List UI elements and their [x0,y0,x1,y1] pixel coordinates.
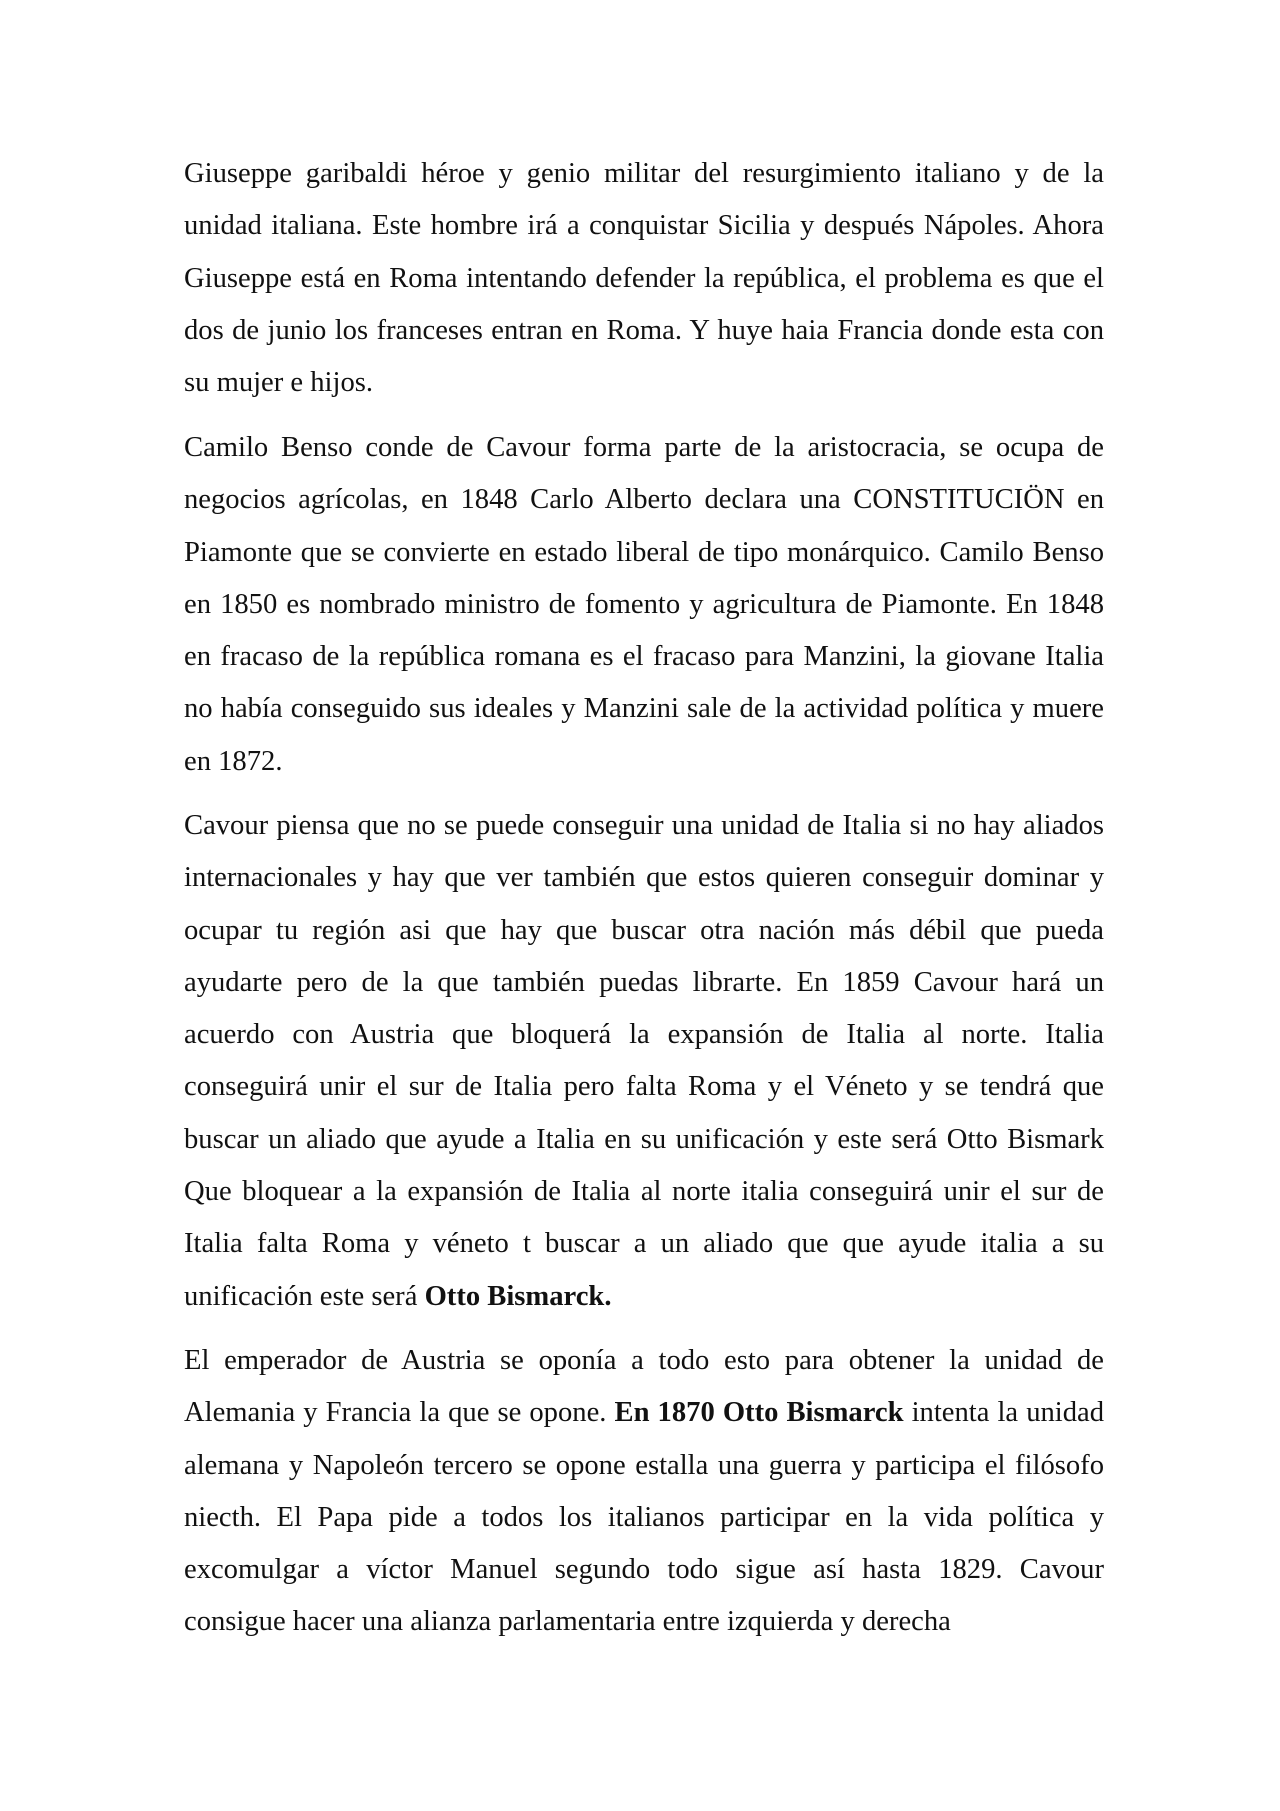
paragraph-cavour-aristocracia [184,422,1104,788]
paragraph-text: Giuseppe garibaldi héroe y genio militar del resurgimiento italiano y de la unidad italiana. Este hombre irá a conquistar Sicilia y después Nápoles. Ahora Giuseppe está en Roma intentando defender la república, el problema es que el dos de junio los franceses entran en Roma. Y huye haia Francia donde esta con su mujer e hijos. [184,158,1104,399]
paragraph-text: Cavour piensa que no se puede conseguir una unidad de Italia si no hay aliados internacionales y hay que ver también que estos quieren conseguir dominar y ocupar tu región asi que hay que buscar otra nación más débil que pueda ayudarte pero de la que también puedas librarte. En 1859 Cavour hará un acuerdo con Austria que bloquerá la expansión de Italia al norte. Italia conseguirá unir el sur de Italia pero falta Roma y el Véneto y se tendrá que buscar un aliado que ayude a Italia en su unificación y este será Otto Bismark Que bloquear a la expansión de Italia al norte italia conseguirá unir el sur de Italia falta Roma y véneto t buscar a un aliado que que ayude italia a su unificación este será [184,810,1104,1312]
bold-1870-otto-bismarck: En 1870 Otto Bismarck [614,1397,904,1429]
paragraph-emperador-austria [184,1335,1104,1649]
paragraph-text-continued: intenta la unidad alemana y Napoleón tercero se opone estalla una guerra y participa el filósofo niecth. El Papa pide a todos los italianos participar en la vida política y excomulgar a víctor Manuel segundo todo sigue así hasta 1829. Cavour consigue hacer una alianza parlamentaria entre izquierda y derecha [184,1397,1105,1638]
paragraph-cavour-aliados [184,800,1104,1323]
document-body [184,148,1104,1661]
paragraph-garibaldi [184,148,1104,410]
bold-otto-bismarck: Otto Bismarck. [424,1280,612,1312]
paragraph-text: El emperador de Austria se oponía a todo esto para obtener la unidad de Alemania y Francia la que se opone. [184,1345,1104,1429]
paragraph-text: Camilo Benso conde de Cavour forma parte de la aristocracia, se ocupa de negocios agrícolas, en 1848 Carlo Alberto declara una CONSTITUCIÖN en Piamonte que se convierte en estado liberal de tipo monárquico. Camilo Benso en 1850 es nombrado ministro de fomento y agricultura de Piamonte. En 1848 en fracaso de la república romana es el fracaso para Manzini, la giovane Italia no había conseguido sus ideales y Manzini sale de la actividad política y muere en 1872. [184,432,1104,777]
